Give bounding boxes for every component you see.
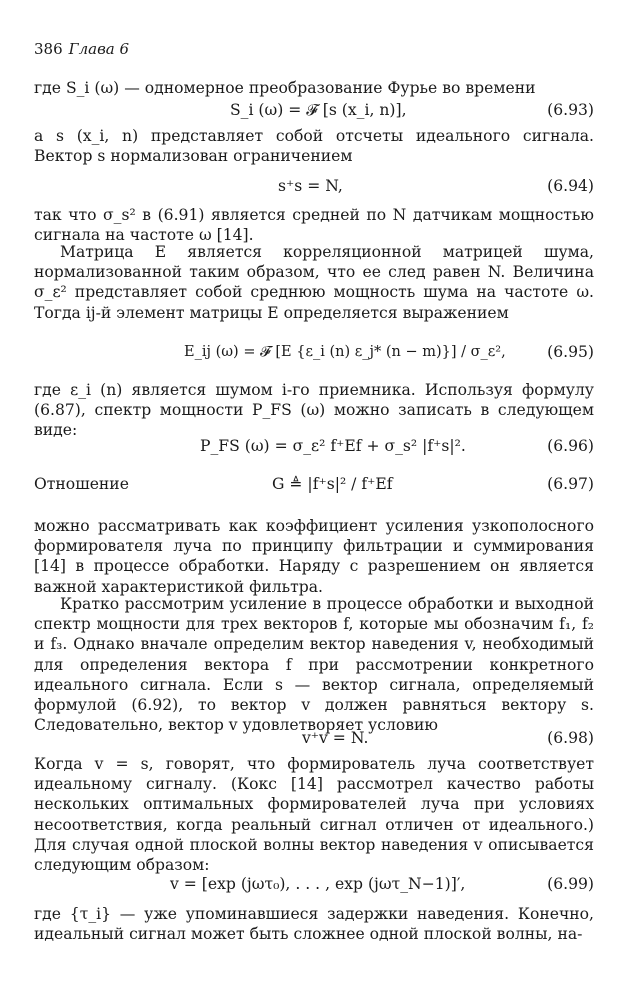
equation-6-96-formula: P_FS (ω) = σ_ε² f⁺Ef + σ_s² |f⁺s|². (200, 437, 466, 455)
equation-6-95-number: (6.95) (547, 343, 594, 361)
equation-6-93-number: (6.93) (547, 101, 594, 119)
paragraph-8-text: Когда v = s, говорят, что формирователь луча соответствует идеальному сигналу. (Кокс [14] рассмотрел качество работы нескольких оптимальных формирователей луча при условиях несоответствия, когда реальный сигнал отличен от идеального.) Для случая одной плоской волны вектор наведения v описывается следующим образом: (34, 755, 594, 875)
equation-6-95 (34, 332, 594, 372)
paragraph-6 (34, 516, 594, 597)
equation-6-98-number: (6.98) (547, 729, 594, 747)
equation-6-93 (34, 98, 594, 122)
equation-6-94-number: (6.94) (547, 177, 594, 195)
paragraph-9 (34, 904, 594, 944)
paragraph-3-text: так что σ_s² в (6.91) является средней по N датчикам мощностью сигнала на частоте ω [14]. (34, 206, 594, 245)
ratio-label: Отношение (34, 475, 129, 493)
equation-6-97-number: (6.97) (547, 475, 594, 493)
page-header (34, 40, 129, 58)
page-number: 386 (34, 40, 63, 58)
paragraph-7-text: Кратко рассмотрим усиление в процессе обработки и выходной спектр мощности для трех векторов f, которые мы обозначим f₁, f₂ и f₃. Однако вначале определим вектор наведения v, необходимый для определения вектора f при рассмотрении конкретного идеального сигнала. Если s — вектор сигнала, определяемый формулой (6.92), то вектор v должен равняться вектору s. Следовательно, вектор v удовлетворяет условию (34, 595, 594, 735)
equation-6-98-formula: v⁺v = N. (302, 729, 369, 747)
equation-6-96 (34, 434, 594, 458)
equation-6-94-formula: s⁺s = N, (278, 177, 343, 195)
equation-6-99-formula: v = [exp (jωτ₀), . . . , exp (jωτ_N−1)]′, (170, 875, 466, 893)
paragraph-1 (34, 78, 594, 98)
paragraph-3 (34, 205, 594, 245)
paragraph-4-text: Матрица E является корреляционной матрицей шума, нормализованной таким образом, что ее след равен N. Величина σ_ε² представляет собой среднюю мощность шума на частоте ω. Тогда ij-й элемент матрицы E определяется выражением (34, 243, 594, 322)
equation-6-94 (34, 174, 594, 198)
paragraph-2 (34, 126, 594, 166)
equation-6-96-number: (6.96) (547, 437, 594, 455)
paragraph-1-text: где S_i (ω) — одномерное преобразование Фурье во времени (34, 79, 536, 97)
chapter-title: Глава 6 (68, 40, 130, 58)
equation-6-99-number: (6.99) (547, 875, 594, 893)
paragraph-9-text: где {τ_i} — уже упоминавшиеся задержки наведения. Конечно, идеальный сигнал может быть сложнее одной плоской волны, на- (34, 905, 594, 944)
paragraph-4 (34, 242, 594, 323)
equation-6-99 (34, 872, 594, 896)
paragraph-8 (34, 754, 594, 875)
equation-6-97-formula: G ≜ |f⁺s|² / f⁺Ef (272, 475, 393, 493)
equation-6-98 (34, 726, 594, 750)
paragraph-5 (34, 380, 594, 441)
paragraph-2-text: а s (x_i, n) представляет собой отсчеты идеального сигнала. Вектор s нормализован ограничением (34, 127, 594, 166)
paragraph-6-text: можно рассматривать как коэффициент усиления узкополосного формирователя луча по принципу фильтрации и суммирования [14] в процессе обработки. Наряду с разрешением он является важной характеристикой фильтра. (34, 517, 594, 596)
paragraph-5-text: где ε_i (n) является шумом i-го приемника. Используя формулу (6.87), спектр мощности P_FS (ω) можно записать в следующем виде: (34, 381, 594, 440)
equation-6-97 (34, 472, 594, 496)
equation-6-95-formula: E_ij (ω) = 𝓕 [E {ε_i (n) ε_j* (n − m)}] / σ_ε², (184, 344, 506, 360)
equation-6-93-formula: S_i (ω) = 𝓕 [s (x_i, n)], (230, 101, 407, 119)
paragraph-7 (34, 594, 594, 735)
